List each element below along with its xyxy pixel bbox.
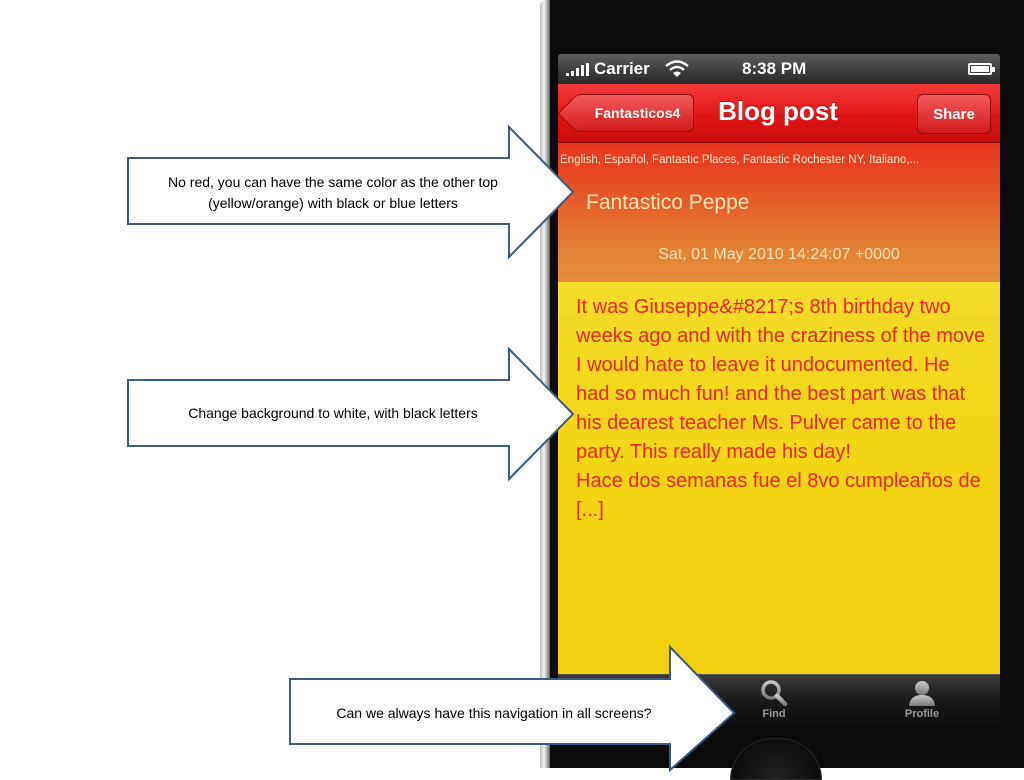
status-time: 8:38 PM — [742, 59, 807, 78]
back-button-label: Fantasticos4 — [594, 105, 681, 121]
tab-find[interactable] — [734, 677, 814, 723]
post-body — [558, 282, 1000, 674]
tab-profile-label: Profile — [904, 708, 940, 720]
page-title: Blog post — [718, 96, 838, 126]
person-icon — [907, 679, 937, 707]
annotation-text-bottom: Can we always have this navigation in all screens? — [336, 705, 652, 721]
annotation-text-middle: Change background to white, with black letters — [188, 405, 478, 421]
annotation-callout-top — [127, 126, 577, 258]
phone-screen — [558, 54, 1000, 724]
magnifier-icon — [759, 679, 789, 707]
tab-profile[interactable] — [882, 677, 962, 723]
post-date: Sat, 01 May 2010 14:24:07 +0000 — [658, 246, 900, 263]
annotation-text-top: No red, you can have the same color as the other top (yellow/orange) with black or blue letters — [168, 174, 498, 211]
carrier-name: Carrier — [594, 59, 650, 78]
navigation-bar — [558, 84, 1000, 143]
back-button[interactable] — [576, 94, 694, 132]
annotation-callout-middle — [127, 348, 577, 480]
signal-icon — [566, 63, 592, 76]
status-bar — [558, 54, 1000, 84]
tab-find-label: Find — [762, 708, 786, 720]
battery-icon — [968, 63, 992, 75]
post-categories: English, Español, Fantastic Places, Fantastic Rochester NY, Italiano,... — [560, 154, 920, 166]
post-title: Fantastico Peppe — [586, 191, 750, 214]
annotation-callout-bottom — [289, 646, 739, 768]
post-body-text: It was Giuseppe&#8217;s 8th birthday two weeks ago and with the craziness of the move I would hate to leave it undocumented. He had so much fun! and the best part was that his dearest teacher Ms. Pulver came to the party. This really made his day! Hace dos semanas fue el 8vo cumpleaños de [...] — [576, 296, 986, 521]
post-header — [558, 143, 1000, 282]
share-button[interactable]: Share — [917, 94, 991, 134]
wifi-icon — [664, 60, 690, 78]
